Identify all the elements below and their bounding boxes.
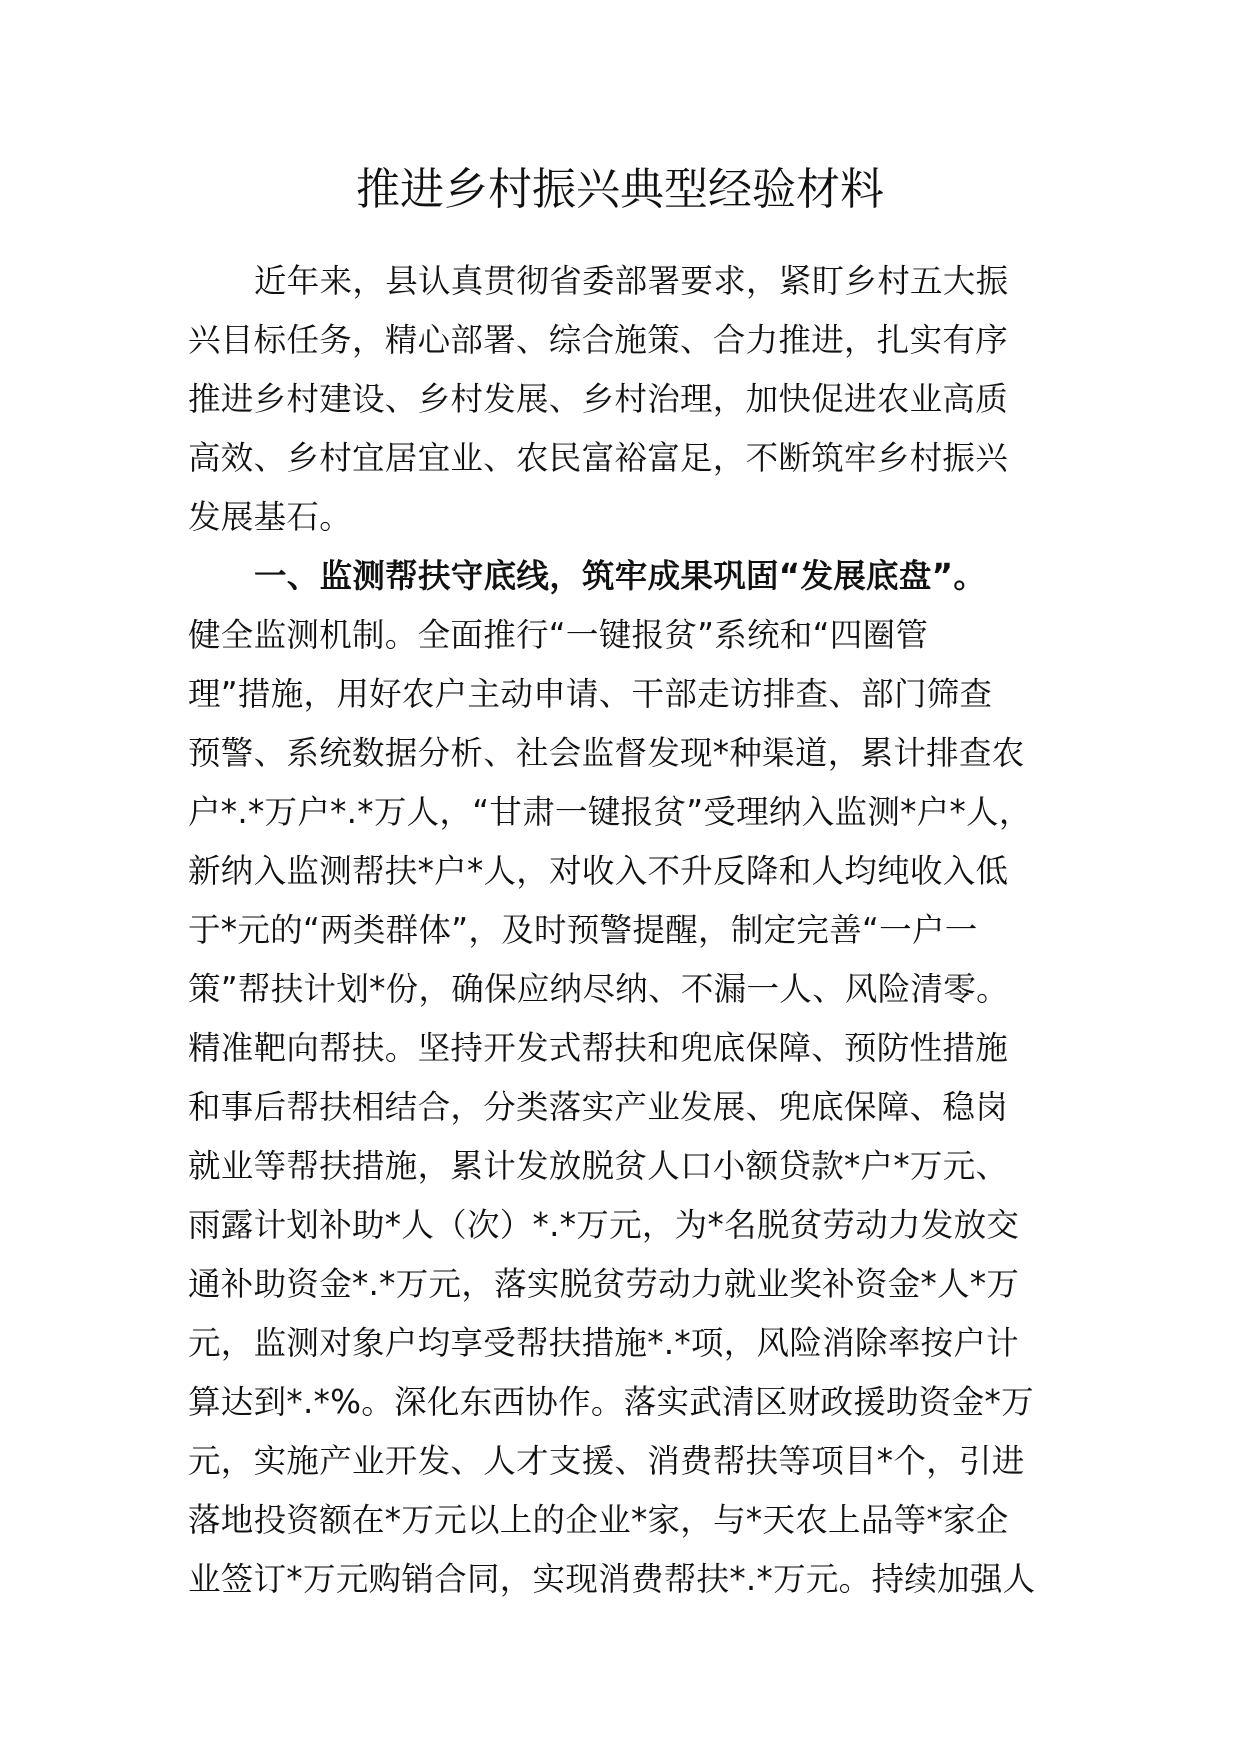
body-text-line: 预警、系统数据分析、社会监督发现*种渠道，累计排查农 <box>188 734 1025 772</box>
body-text-line: 兴目标任务，精心部署、综合施策、合力推进，扎实有序 <box>188 321 1009 359</box>
body-text-line: 户*.*万户*.*万人，“甘肃一键报贫”受理纳入监测*户*人， <box>188 793 1032 831</box>
body-text-line: 和事后帮扶相结合，分类落实产业发展、兜底保障、稳岗 <box>188 1088 1009 1126</box>
body-text-line: 高效、乡村宜居宜业、农民富裕富足，不断筑牢乡村振兴 <box>188 439 1009 477</box>
body-text-line: 算达到*.*%。深化东西协作。落实武清区财政援助资金*万 <box>188 1383 1034 1421</box>
document-body <box>188 252 1088 1609</box>
body-text-line: 就业等帮扶措施，累计发放脱贫人口小额贷款*户*万元、 <box>188 1147 1009 1185</box>
body-text-line: 发展基石。 <box>188 498 353 536</box>
body-text-line: 精准靶向帮扶。坚持开发式帮扶和兜底保障、预防性措施 <box>188 1029 1009 1067</box>
body-text-line: 理”措施，用好农户主动申请、干部走访排查、部门筛查 <box>188 675 993 713</box>
body-text-line: 新纳入监测帮扶*户*人，对收入不升反降和人均纯收入低 <box>188 852 1009 890</box>
body-text-line: 于*元的“两类群体”，及时预警提醒，制定完善“一户一 <box>188 911 978 949</box>
body-text-line: 元，监测对象户均享受帮扶措施*.*项，风险消除率按户计 <box>188 1324 1019 1362</box>
body-text-line: 推进乡村建设、乡村发展、乡村治理，加快促进农业高质 <box>188 380 1009 418</box>
body-text-line: 健全监测机制。全面推行“一键报贫”系统和“四圈管 <box>188 616 929 654</box>
body-text-line: 策”帮扶计划*份，确保应纳尽纳、不漏一人、风险清零。 <box>188 970 1009 1008</box>
body-text-line: 通补助资金*.*万元，落实脱贫劳动力就业奖补资金*人*万 <box>188 1265 1020 1303</box>
document-title: 推进乡村振兴典型经验材料 <box>356 164 884 215</box>
section-heading-line: 一、监测帮扶守底线，筑牢成果巩固“发展底盘”。 <box>254 557 987 595</box>
body-text-line: 业签订*万元购销合同，实现消费帮扶*.*万元。持续加强人 <box>188 1560 1036 1598</box>
body-text-line: 近年来，县认真贯彻省委部署要求，紧盯乡村五大振 <box>254 262 1009 300</box>
body-text-line: 元，实施产业开发、人才支援、消费帮扶等项目*个，引进 <box>188 1442 1025 1480</box>
body-text-line: 雨露计划补助*人（次）*.*万元，为*名脱贫劳动力发放交 <box>188 1206 1020 1244</box>
body-text-line: 落地投资额在*万元以上的企业*家，与*天农上品等*家企 <box>188 1501 1009 1539</box>
